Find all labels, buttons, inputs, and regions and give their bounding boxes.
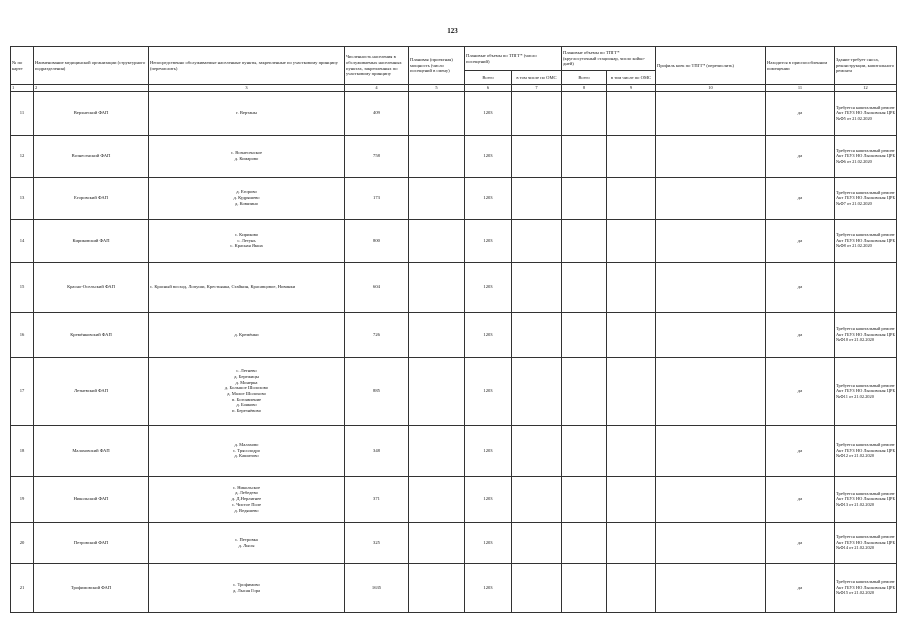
table-row — [11, 312, 897, 357]
beds-total-cell — [562, 476, 607, 522]
col-number: 2 — [34, 85, 149, 92]
row-number-cell: 13 — [11, 177, 34, 219]
repair-note-cell: Требуется капитальный ремонт Акт ГБУЗ НО Лысковская ЦРБ №Ф12 от 21.02.2020 — [835, 425, 897, 476]
header-organization: Наименование медицинской организации (структурного подразделения) — [34, 47, 149, 85]
header-population: Численность населения в обслуживаемых населенных пунктах, закрепленных по участковому принципу — [345, 47, 409, 85]
bed-profile-cell — [656, 357, 766, 425]
bed-profile-cell — [656, 312, 766, 357]
capacity-cell — [409, 219, 465, 262]
repair-note-cell: Требуется капитальный ремонт Акт ГБУЗ НО Лысковская ЦРБ №Ф13 от 21.02.2020 — [835, 476, 897, 522]
visits-total-cell: 1203 — [465, 476, 512, 522]
row-number-cell: 11 — [11, 91, 34, 135]
col-number: 5 — [409, 85, 465, 92]
row-number-cell: 12 — [11, 135, 34, 177]
table-row — [11, 262, 897, 312]
table-row — [11, 563, 897, 612]
bed-profile-cell — [656, 262, 766, 312]
adapted-premises-cell: да — [766, 91, 835, 135]
visits-oms-cell — [512, 522, 562, 563]
population-cell: 758 — [345, 135, 409, 177]
capacity-cell — [409, 357, 465, 425]
settlements-cell: с. Вознесенское д. Комарово — [149, 135, 345, 177]
capacity-cell — [409, 177, 465, 219]
row-number-cell: 15 — [11, 262, 34, 312]
bed-profile-cell — [656, 177, 766, 219]
repair-note-cell: Требуется капитальный ремонт Акт ГБУЗ НО Лысковская ЦРБ №Ф11 от 21.02.2020 — [835, 357, 897, 425]
table-row — [11, 135, 897, 177]
row-number-cell: 14 — [11, 219, 34, 262]
bed-profile-cell — [656, 135, 766, 177]
organization-cell: Кириковский ФАП — [34, 219, 149, 262]
adapted-premises-cell: да — [766, 522, 835, 563]
visits-oms-cell — [512, 262, 562, 312]
capacity-cell — [409, 476, 465, 522]
col-number: 8 — [562, 85, 607, 92]
beds-oms-cell — [607, 219, 656, 262]
visits-oms-cell — [512, 219, 562, 262]
organization-cell: Кремёнковский ФАП — [34, 312, 149, 357]
organization-cell: Красно-Осельский ФАП — [34, 262, 149, 312]
visits-total-cell: 1203 — [465, 135, 512, 177]
header-visits-oms: в том числе по ОМС — [512, 71, 562, 85]
table-row — [11, 357, 897, 425]
organization-cell: Верхнеский ФАП — [34, 91, 149, 135]
repair-note-cell: Требуется капитальный ремонт Акт ГБУЗ НО Лысковская ЦРБ №Ф15 от 21.02.2020 — [835, 563, 897, 612]
table-row — [11, 219, 897, 262]
population-cell: 1635 — [345, 563, 409, 612]
visits-total-cell: 1203 — [465, 425, 512, 476]
adapted-premises-cell: да — [766, 425, 835, 476]
capacity-cell — [409, 522, 465, 563]
capacity-cell — [409, 563, 465, 612]
settlements-cell: с. Летнево д. Бережицы д. Монерка д. Большое Шолохово д. Малое Шолохово п. Богоявление д. Бояково п. Березнёвово — [149, 357, 345, 425]
beds-total-cell — [562, 563, 607, 612]
beds-total-cell — [562, 522, 607, 563]
population-cell: 173 — [345, 177, 409, 219]
repair-note-cell: Требуется капитальный ремонт Акт ГБУЗ НО Лысковская ЦРБ №Ф7 от 21.02.2020 — [835, 177, 897, 219]
visits-oms-cell — [512, 91, 562, 135]
header-beds-total: Всего — [562, 71, 607, 85]
adapted-premises-cell: да — [766, 563, 835, 612]
adapted-premises-cell: да — [766, 312, 835, 357]
adapted-premises-cell: да — [766, 357, 835, 425]
organization-cell: Петровский ФАП — [34, 522, 149, 563]
settlements-cell: с. Красный восход, Лопуши, Крестьянка, Стайкин, Красавцовое, Новинки — [149, 262, 345, 312]
adapted-premises-cell: да — [766, 262, 835, 312]
population-cell: 800 — [345, 219, 409, 262]
beds-total-cell — [562, 312, 607, 357]
header-repair-needed: Здание требует сноса, реконструкции, капитального ремонта — [835, 47, 897, 85]
settlements-cell: д. Егорово д. Кудряшево д. Ковязино — [149, 177, 345, 219]
bed-profile-cell — [656, 91, 766, 135]
settlements-cell: г. Вертаны — [149, 91, 345, 135]
table-row — [11, 476, 897, 522]
row-number-cell: 20 — [11, 522, 34, 563]
beds-total-cell — [562, 357, 607, 425]
population-cell: 325 — [345, 522, 409, 563]
visits-oms-cell — [512, 177, 562, 219]
organization-cell: Летневский ФАП — [34, 357, 149, 425]
col-number: 4 — [345, 85, 409, 92]
table-row — [11, 522, 897, 563]
repair-note-cell: Требуется капитальный ремонт Акт ГБУЗ НО Лысковская ЦРБ №Ф8 от 21.02.2020 — [835, 219, 897, 262]
population-cell: 409 — [345, 91, 409, 135]
repair-note-cell: Требуется капитальный ремонт Акт ГБУЗ НО Лысковская ЦРБ №Ф5 от 21.02.2020 — [835, 91, 897, 135]
header-capacity: Плановая (проектная) мощность (число посещений в смену) — [409, 47, 465, 85]
organization-cell: Трофимовский ФАП — [34, 563, 149, 612]
row-number-cell: 19 — [11, 476, 34, 522]
beds-total-cell — [562, 219, 607, 262]
beds-total-cell — [562, 91, 607, 135]
row-number-cell: 21 — [11, 563, 34, 612]
settlements-cell: с. Петровка д. Лысы — [149, 522, 345, 563]
table-row — [11, 425, 897, 476]
capacity-cell — [409, 312, 465, 357]
adapted-premises-cell: да — [766, 135, 835, 177]
beds-total-cell — [562, 425, 607, 476]
beds-oms-cell — [607, 312, 656, 357]
visits-total-cell: 1203 — [465, 91, 512, 135]
header-beds-oms: в том числе по ОМС — [607, 71, 656, 85]
capacity-cell — [409, 425, 465, 476]
header-bed-profile: Профиль коек по ТПГГ* (перечислить) — [656, 47, 766, 85]
repair-note-cell: Требуется капитальный ремонт Акт ГБУЗ НО Лысковская ЦРБ №Ф6 от 21.02.2020 — [835, 135, 897, 177]
visits-total-cell: 1203 — [465, 219, 512, 262]
visits-total-cell: 1203 — [465, 357, 512, 425]
settlements-cell: д. Кремёнки — [149, 312, 345, 357]
bed-profile-cell — [656, 219, 766, 262]
beds-oms-cell — [607, 357, 656, 425]
page-number: 123 — [447, 27, 458, 35]
repair-note-cell — [835, 262, 897, 312]
visits-oms-cell — [512, 312, 562, 357]
capacity-cell — [409, 91, 465, 135]
col-number: 6 — [465, 85, 512, 92]
beds-oms-cell — [607, 177, 656, 219]
population-cell: 348 — [345, 425, 409, 476]
visits-oms-cell — [512, 135, 562, 177]
header-settlements: Непосредственно обслуживаемые населенные пункты, закрепленные по участковому принципу (перечислить) — [149, 47, 345, 85]
beds-total-cell — [562, 177, 607, 219]
header-row — [11, 47, 897, 71]
row-number-cell: 18 — [11, 425, 34, 476]
visits-total-cell: 1203 — [465, 262, 512, 312]
row-number-cell: 16 — [11, 312, 34, 357]
col-number: 3 — [149, 85, 345, 92]
col-number: 10 — [656, 85, 766, 92]
bed-profile-cell — [656, 476, 766, 522]
visits-oms-cell — [512, 425, 562, 476]
header-bed-days-volume: Плановые объемы по ТПГГ* (круглосуточный стационар, число койко-дней) — [562, 47, 656, 71]
population-cell: 604 — [345, 262, 409, 312]
repair-note-cell: Требуется капитальный ремонт Акт ГБУЗ НО Лысковская ЦРБ №Ф10 от 21.02.2020 — [835, 312, 897, 357]
col-number: 9 — [607, 85, 656, 92]
header-visits-total: Всего — [465, 71, 512, 85]
visits-total-cell: 1203 — [465, 177, 512, 219]
col-number: 7 — [512, 85, 562, 92]
organization-cell: Вознесенский ФАП — [34, 135, 149, 177]
visits-oms-cell — [512, 563, 562, 612]
col-number: 1 — [11, 85, 34, 92]
visits-oms-cell — [512, 357, 562, 425]
visits-oms-cell — [512, 476, 562, 522]
visits-total-cell: 1203 — [465, 522, 512, 563]
settlements-cell: с. Никольское д. Лебедево д. Д.Нерлятнее с. Чистое Поле д. Ведяшево — [149, 476, 345, 522]
beds-oms-cell — [607, 262, 656, 312]
beds-total-cell — [562, 135, 607, 177]
population-cell: 885 — [345, 357, 409, 425]
adapted-premises-cell: да — [766, 177, 835, 219]
population-cell: 726 — [345, 312, 409, 357]
bed-profile-cell — [656, 425, 766, 476]
bed-profile-cell — [656, 563, 766, 612]
table-row — [11, 91, 897, 135]
settlements-cell: с. Кириково с. Летунь с. Красная Якша — [149, 219, 345, 262]
organization-cell: Никольский ФАП — [34, 476, 149, 522]
bed-profile-cell — [656, 522, 766, 563]
capacity-cell — [409, 135, 465, 177]
visits-total-cell: 1203 — [465, 563, 512, 612]
beds-oms-cell — [607, 91, 656, 135]
beds-oms-cell — [607, 135, 656, 177]
facilities-table — [10, 46, 897, 613]
adapted-premises-cell: да — [766, 476, 835, 522]
beds-oms-cell — [607, 425, 656, 476]
beds-oms-cell — [607, 476, 656, 522]
header-map-number: № по карте — [11, 47, 34, 85]
organization-cell: Егоровский ФАП — [34, 177, 149, 219]
settlements-cell: д. Малахово с. Трясолодро д. Кашитово — [149, 425, 345, 476]
beds-oms-cell — [607, 522, 656, 563]
repair-note-cell: Требуется капитальный ремонт Акт ГБУЗ НО Лысковская ЦРБ №Ф14 от 21.02.2020 — [835, 522, 897, 563]
settlements-cell: с. Трофимово д. Лысая Гора — [149, 563, 345, 612]
organization-cell: Малаховский ФАП — [34, 425, 149, 476]
adapted-premises-cell: да — [766, 219, 835, 262]
col-number: 11 — [766, 85, 835, 92]
beds-total-cell — [562, 262, 607, 312]
beds-oms-cell — [607, 563, 656, 612]
col-number: 12 — [835, 85, 897, 92]
capacity-cell — [409, 262, 465, 312]
table-row — [11, 177, 897, 219]
header-adapted-premises: Находится в приспособленном помещении — [766, 47, 835, 85]
visits-total-cell: 1203 — [465, 312, 512, 357]
header-visits-volume: Плановые объемы по ТПГГ* (число посещений) — [465, 47, 562, 71]
population-cell: 371 — [345, 476, 409, 522]
row-number-cell: 17 — [11, 357, 34, 425]
